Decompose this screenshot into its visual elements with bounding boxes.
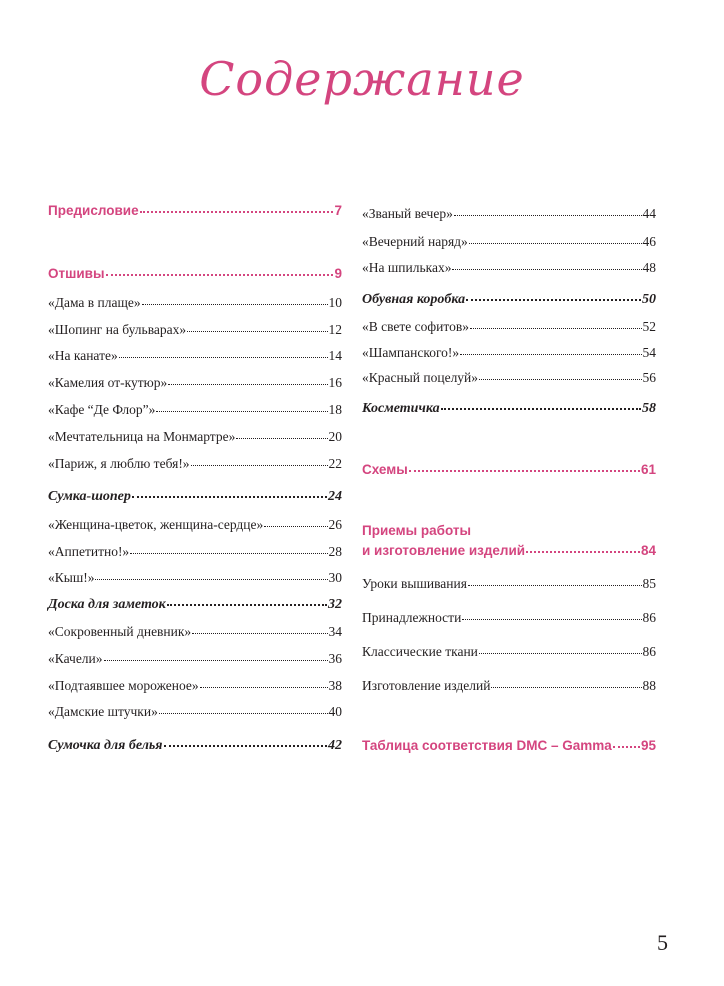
toc-page: 95: [640, 738, 656, 753]
toc-item[interactable]: [48, 456, 342, 472]
toc-label: «Кыш!»: [48, 570, 95, 585]
leader-dots: [200, 687, 328, 688]
toc-label-line1[interactable]: Приемы работы: [362, 523, 471, 538]
toc-page: 10: [328, 295, 342, 310]
leader-dots: [454, 215, 642, 216]
leader-dots: [192, 633, 327, 634]
toc-label: Таблица соответствия DMC – Gamma: [362, 738, 612, 753]
toc-page: 88: [642, 678, 656, 693]
toc-label: «Красный поцелуй»: [362, 370, 479, 385]
toc-page: 9: [334, 266, 342, 281]
toc-label: «Качели»: [48, 651, 103, 666]
leader-dots: [140, 211, 334, 213]
toc-page: 20: [328, 429, 342, 444]
leader-dots: [164, 745, 327, 747]
toc-label: «Дамские штучки»: [48, 704, 158, 719]
toc-item[interactable]: [48, 375, 342, 391]
toc-label: «Париж, я люблю тебя!»: [48, 456, 190, 471]
toc-item[interactable]: [48, 322, 342, 338]
leader-dots: [187, 331, 327, 332]
toc-label: Доска для заметок: [48, 597, 166, 612]
leader-dots: [159, 713, 328, 714]
toc-page: 48: [642, 260, 656, 275]
toc-label: Отшивы: [48, 266, 105, 281]
toc-label: Классические ткани: [362, 644, 478, 659]
toc-label: «Вечерний наряд»: [362, 234, 468, 249]
toc-item[interactable]: [48, 704, 342, 720]
toc-section-dmc-gamma[interactable]: [362, 738, 656, 753]
toc-page: 38: [328, 678, 342, 693]
toc-label: Принадлежности: [362, 610, 462, 625]
toc-item[interactable]: [362, 260, 656, 276]
toc-page: 30: [328, 570, 342, 585]
toc-page: 7: [334, 203, 342, 218]
toc-section-noteboard[interactable]: [48, 597, 342, 613]
toc-page: 34: [328, 624, 342, 639]
leader-dots: [130, 553, 327, 554]
toc-label: «Мечтательница на Монмартре»: [48, 429, 236, 444]
toc-page: 61: [640, 462, 656, 477]
toc-label: «Дама в плаще»: [48, 295, 141, 310]
toc-page: 54: [642, 345, 656, 360]
toc-page: 32: [328, 597, 342, 612]
toc-label: Обувная коробка: [362, 292, 466, 307]
toc-label: «Кафе “Де Флор”»: [48, 402, 156, 417]
toc-page: 46: [642, 234, 656, 249]
toc-item[interactable]: [48, 402, 342, 418]
leader-dots: [491, 687, 641, 688]
leader-dots: [236, 438, 327, 439]
toc-item[interactable]: [48, 429, 342, 445]
toc-label: Косметичка: [362, 401, 440, 416]
leader-dots: [468, 585, 642, 586]
toc-label: «Аппетитно!»: [48, 544, 130, 559]
toc-section-preface[interactable]: [48, 203, 342, 218]
toc-item[interactable]: [362, 370, 656, 386]
leader-dots: [479, 379, 641, 380]
leader-dots: [95, 579, 327, 580]
toc-section-shopper[interactable]: [48, 489, 342, 505]
toc-label: «Сокровенный дневник»: [48, 624, 192, 639]
toc-page: 28: [328, 544, 342, 559]
leader-dots: [142, 304, 328, 305]
leader-dots: [167, 604, 327, 606]
toc-page: 86: [642, 644, 656, 659]
toc-section-lingerie-bag[interactable]: [48, 738, 342, 754]
leader-dots: [460, 354, 641, 355]
leader-dots: [409, 470, 640, 472]
leader-dots: [104, 660, 328, 661]
page-title: Содержание: [199, 52, 525, 106]
toc-item[interactable]: [48, 624, 342, 640]
toc-page: 22: [328, 456, 342, 471]
toc-item[interactable]: [362, 610, 656, 626]
toc-label: «На шпильках»: [362, 260, 452, 275]
toc-label: «Подтаявшее мороженое»: [48, 678, 199, 693]
leader-dots: [191, 465, 328, 466]
toc-item[interactable]: [48, 544, 342, 560]
toc-item[interactable]: [362, 234, 656, 250]
toc-section-schemes[interactable]: [362, 462, 656, 477]
toc-item[interactable]: [362, 206, 656, 222]
toc-page: 18: [328, 402, 342, 417]
toc-label: «Шопинг на бульварах»: [48, 322, 187, 337]
toc-section-shoebox[interactable]: [362, 292, 656, 308]
toc-item[interactable]: [362, 678, 656, 694]
leader-dots: [613, 746, 640, 748]
toc-label: «На канате»: [48, 348, 118, 363]
toc-page: 24: [328, 489, 342, 504]
leader-dots: [526, 551, 640, 553]
toc-label: Схемы: [362, 462, 408, 477]
leader-dots: [470, 328, 642, 329]
toc-item[interactable]: [362, 576, 656, 592]
toc-label: Сумка-шопер: [48, 489, 131, 504]
toc-item[interactable]: [48, 570, 342, 586]
toc-page: 42: [328, 738, 342, 753]
toc-page: 58: [642, 401, 656, 416]
toc-item[interactable]: [362, 644, 656, 660]
leader-dots: [452, 269, 641, 270]
toc-item[interactable]: [48, 651, 342, 667]
toc-label: Сумочка для белья: [48, 738, 163, 753]
toc-page: 85: [642, 576, 656, 591]
toc-item[interactable]: [48, 678, 342, 694]
leader-dots: [469, 243, 642, 244]
toc-label: «Камелия от-кутюр»: [48, 375, 168, 390]
toc-item[interactable]: [362, 319, 656, 335]
toc-page: 16: [328, 375, 342, 390]
toc-section-otshivy[interactable]: [48, 266, 342, 281]
toc-page: 44: [642, 206, 656, 221]
page-number: 5: [657, 930, 668, 955]
leader-dots: [441, 408, 641, 410]
leader-dots: [156, 411, 327, 412]
toc-section-cosmetic-bag[interactable]: [362, 401, 656, 417]
toc-page: 40: [328, 704, 342, 719]
toc-page: 86: [642, 610, 656, 625]
toc-page: 36: [328, 651, 342, 666]
leader-dots: [479, 653, 642, 654]
toc-page: 84: [640, 543, 656, 558]
toc-label: «Шампанского!»: [362, 345, 460, 360]
leader-dots: [132, 496, 327, 498]
toc-label: «В свете софитов»: [362, 319, 469, 334]
toc-label: Предисловие: [48, 203, 139, 218]
toc-label: «Званый вечер»: [362, 206, 453, 221]
toc-section-techniques[interactable]: [362, 543, 656, 558]
toc-item[interactable]: [48, 348, 342, 364]
leader-dots: [462, 619, 641, 620]
toc-label: Изготовление изделий: [362, 678, 491, 693]
toc-page: 52: [642, 319, 656, 334]
toc-label: и изготовление изделий: [362, 543, 526, 558]
leader-dots: [106, 274, 334, 276]
toc-item[interactable]: [48, 517, 342, 533]
leader-dots: [264, 526, 327, 527]
toc-label: «Женщина-цветок, женщина-сердце»: [48, 517, 264, 532]
toc-item[interactable]: [48, 295, 342, 311]
leader-dots: [119, 357, 328, 358]
toc-page: 56: [642, 370, 656, 385]
toc-page: 12: [328, 322, 342, 337]
toc-item[interactable]: [362, 345, 656, 361]
toc-page: 26: [328, 517, 342, 532]
toc-page: 50: [642, 292, 656, 307]
leader-dots: [466, 299, 641, 301]
toc-label: Уроки вышивания: [362, 576, 467, 591]
leader-dots: [168, 384, 327, 385]
toc-page: 14: [328, 348, 342, 363]
